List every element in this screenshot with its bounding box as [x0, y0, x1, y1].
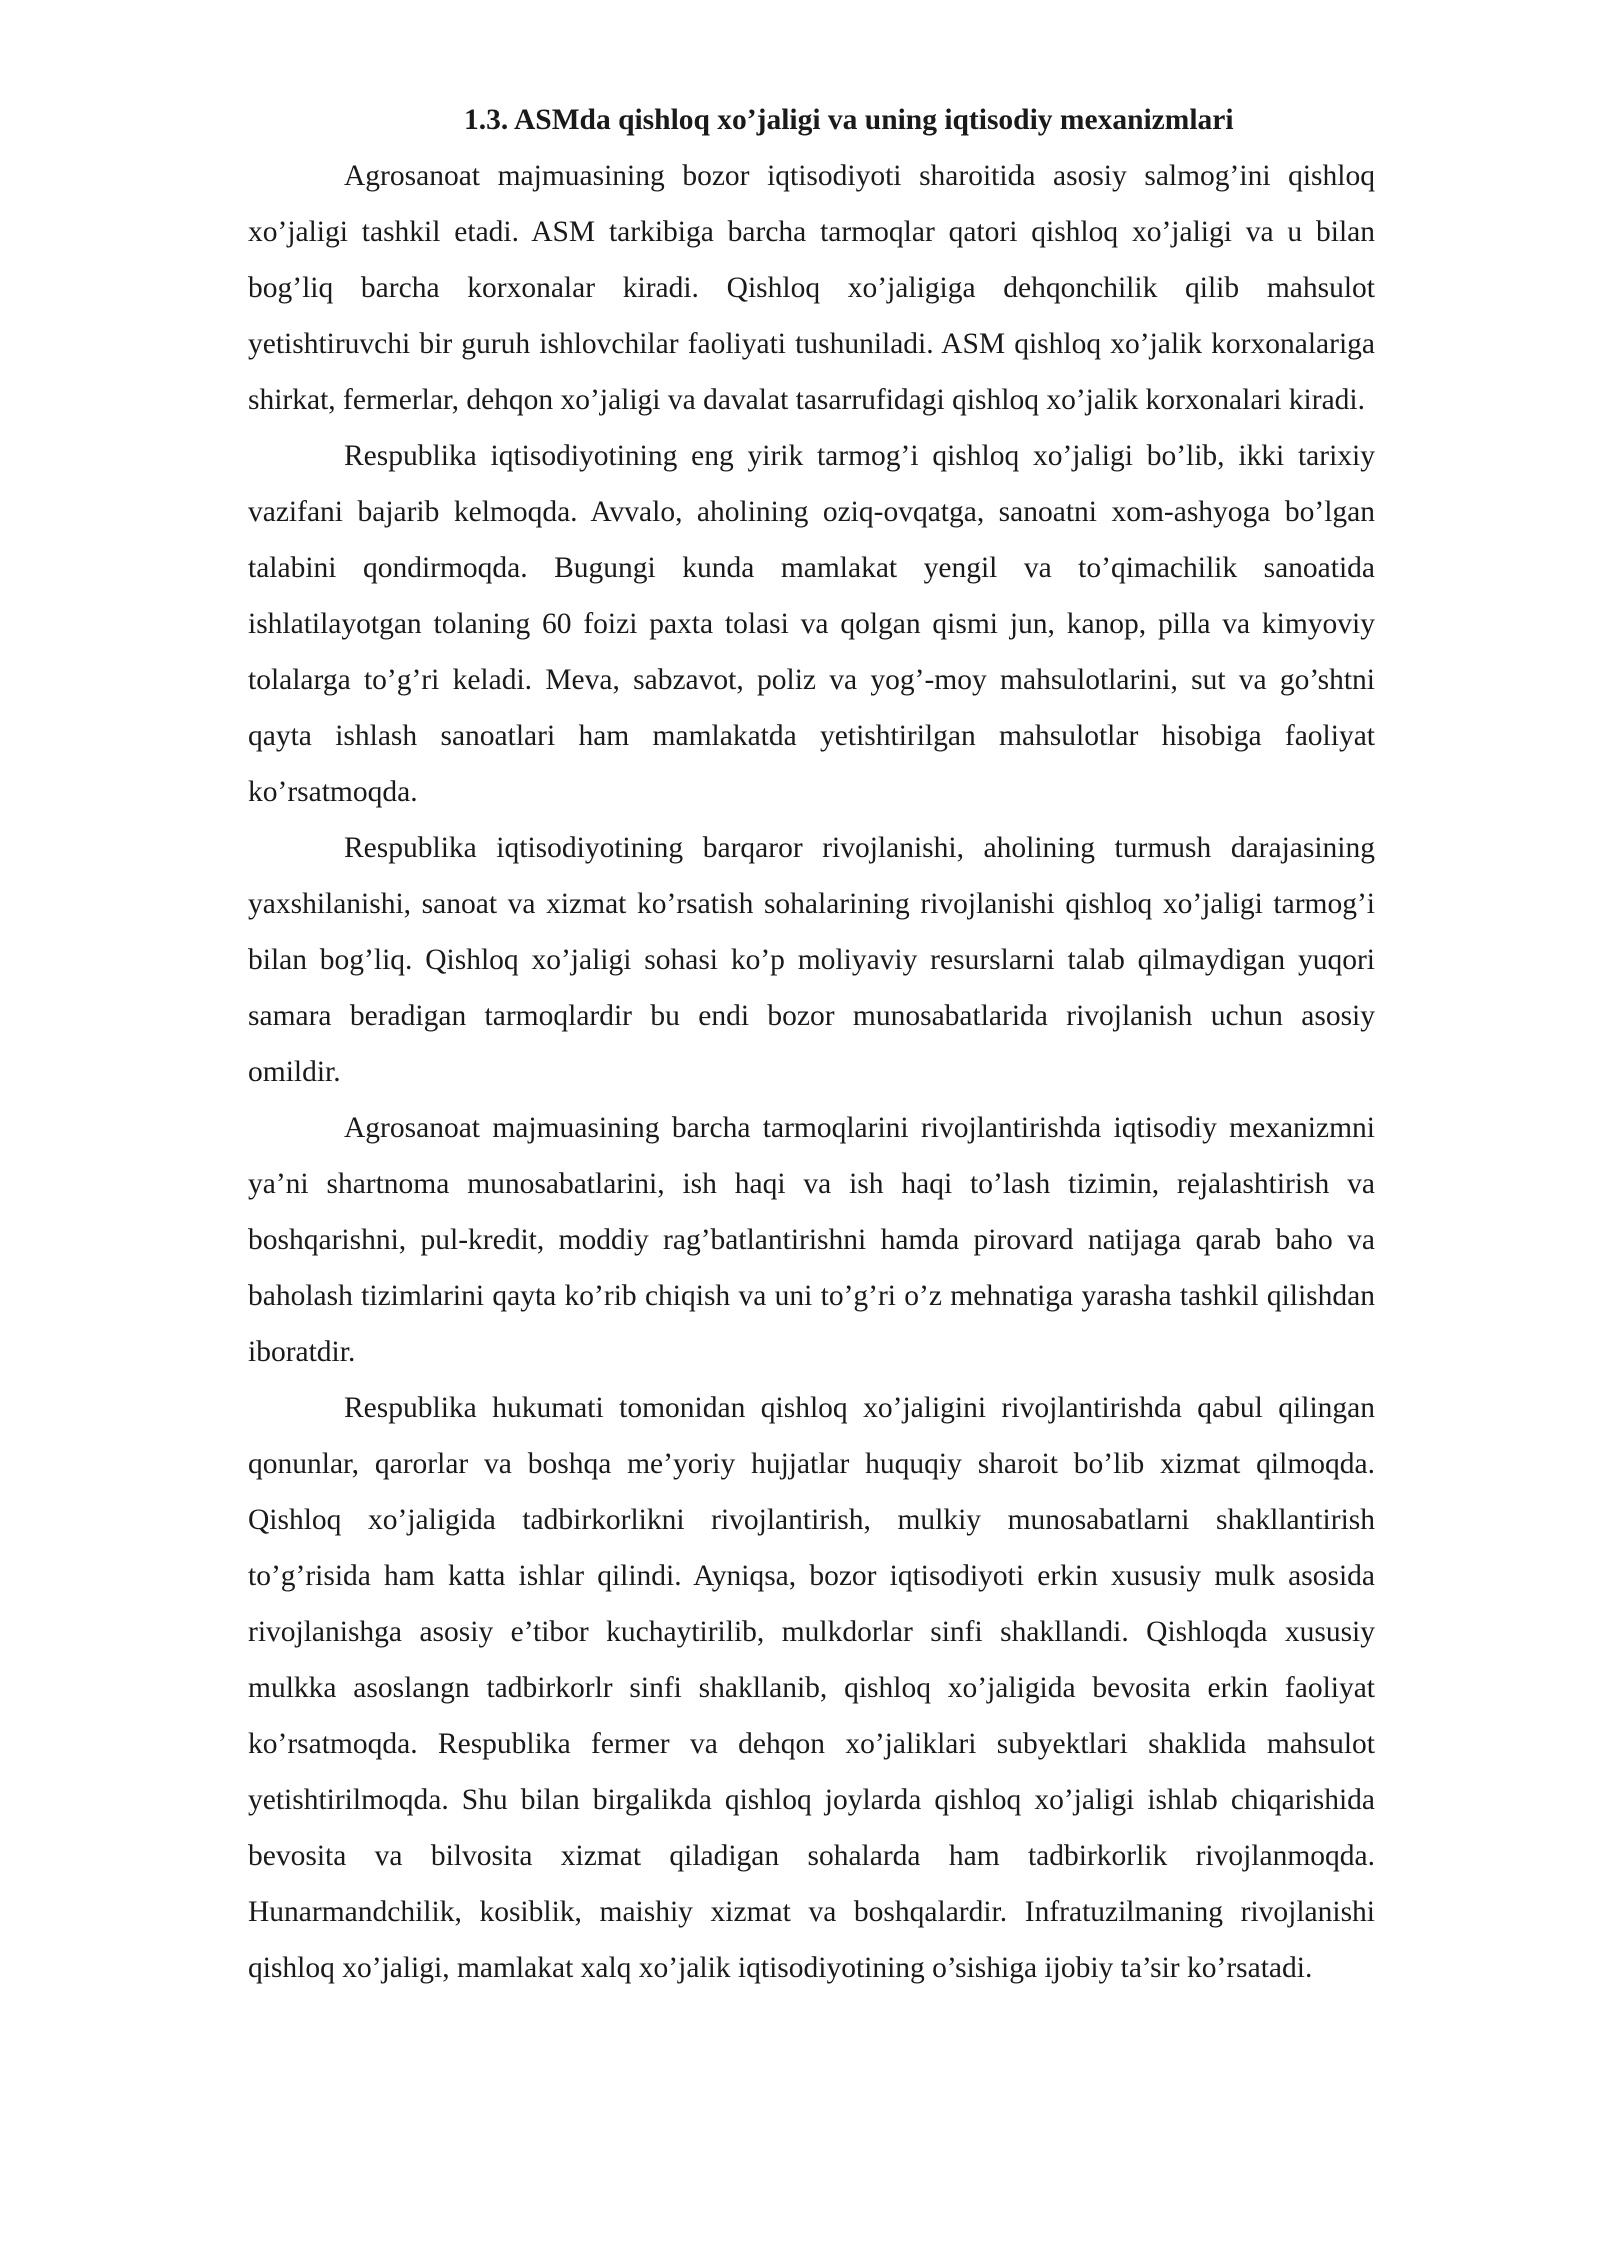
document-page	[248, 92, 1375, 1996]
paragraph-5: Respublika hukumati tomonidan qishloq xo’jaligini rivojlantirishda qabul qilingan qonunlar, qarorlar va boshqa me’yoriy hujjatlar huquqiy sharoit bo’lib xizmat qilmoqda. Qishloq xo’jaligida tadbirkorlikni rivojlantirish, mulkiy munosabatlarni shakllantirish to’g’risida ham katta ishlar qilindi. Ayniqsa, bozor iqtisodiyoti erkin xususiy mulk asosida rivojlanishga asosiy e’tibor kuchaytirilib, mulkdorlar sinfi shakllandi. Qishloqda xususiy mulkka asoslangn tadbirkorlr sinfi shakllanib, qishloq xo’jaligida bevosita erkin faoliyat ko’rsatmoqda. Respublika fermer va dehqon xo’jaliklari subyektlari shaklida mahsulot yetishtirilmoqda. Shu bilan birgalikda qishloq joylarda qishloq xo’jaligi ishlab chiqarishida bevosita va bilvosita xizmat qiladigan sohalarda ham tadbirkorlik rivojlanmoqda. Hunarmandchilik, kosiblik, maishiy xizmat va boshqalardir. Infratuzilmaning rivojlanishi qishloq xo’jaligi, mamlakat xalq xo’jalik iqtisodiyotining o’sishiga ijobiy ta’sir ko’rsatadi.	[248, 1392, 1375, 1984]
paragraph-2: Respublika iqtisodiyotining eng yirik tarmog’i qishloq xo’jaligi bo’lib, ikki tarixiy vazifani bajarib kelmoqda. Avvalo, aholining oziq-ovqatga, sanoatni xom-ashyoga bo’lgan talabini qondirmoqda. Bugungi kunda mamlakat yengil va to’qimachilik sanoatida ishlatilayotgan tolaning 60 foizi paxta tolasi va qolgan qismi jun, kanop, pilla va kimyoviy tolalarga to’g’ri keladi. Meva, sabzavot, poliz va yog’-moy mahsulotlarini, sut va go’shtni qayta ishlash sanoatlari ham mamlakatda yetishtirilgan mahsulotlar hisobiga faoliyat ko’rsatmoqda.	[248, 440, 1375, 808]
paragraph-4: Agrosanoat majmuasining barcha tarmoqlarini rivojlantirishda iqtisodiy mexanizmni ya’ni shartnoma munosabatlarini, ish haqi va ish haqi to’lash tizimin, rejalashtirish va boshqarishni, pul-kredit, moddiy rag’batlantirishni hamda pirovard natijaga qarab baho va baholash tizimlarini qayta ko’rib chiqish va uni to’g’ri o’z mehnatiga yarasha tashkil qilishdan iboratdir.	[248, 1112, 1375, 1368]
paragraph-3: Respublika iqtisodiyotining barqaror rivojlanishi, aholining turmush darajasining yaxshilanishi, sanoat va xizmat ko’rsatish sohalarining rivojlanishi qishloq xo’jaligi tarmog’i bilan bog’liq. Qishloq xo’jaligi sohasi ko’p moliyaviy resurslarni talab qilmaydigan yuqori samara beradigan tarmoqlardir bu endi bozor munosabatlarida rivojlanish uchun asosiy omildir.	[248, 832, 1375, 1088]
section-heading: 1.3. ASMda qishloq xo’jaligi va uning iqtisodiy mexanizmlari	[464, 104, 1234, 136]
paragraph-1: Agrosanoat majmuasining bozor iqtisodiyoti sharoitida asosiy salmog’ini qishloq xo’jaligi tashkil etadi. ASM tarkibiga barcha tarmoqlar qatori qishloq xo’jaligi va u bilan bog’liq barcha korxonalar kiradi. Qishloq xo’jaligiga dehqonchilik qilib mahsulot yetishtiruvchi bir guruh ishlovchilar faoliyati tushuniladi. ASM qishloq xo’jalik korxonalariga shirkat, fermerlar, dehqon xo’jaligi va davalat tasarrufidagi qishloq xo’jalik korxonalari kiradi.	[248, 160, 1375, 416]
